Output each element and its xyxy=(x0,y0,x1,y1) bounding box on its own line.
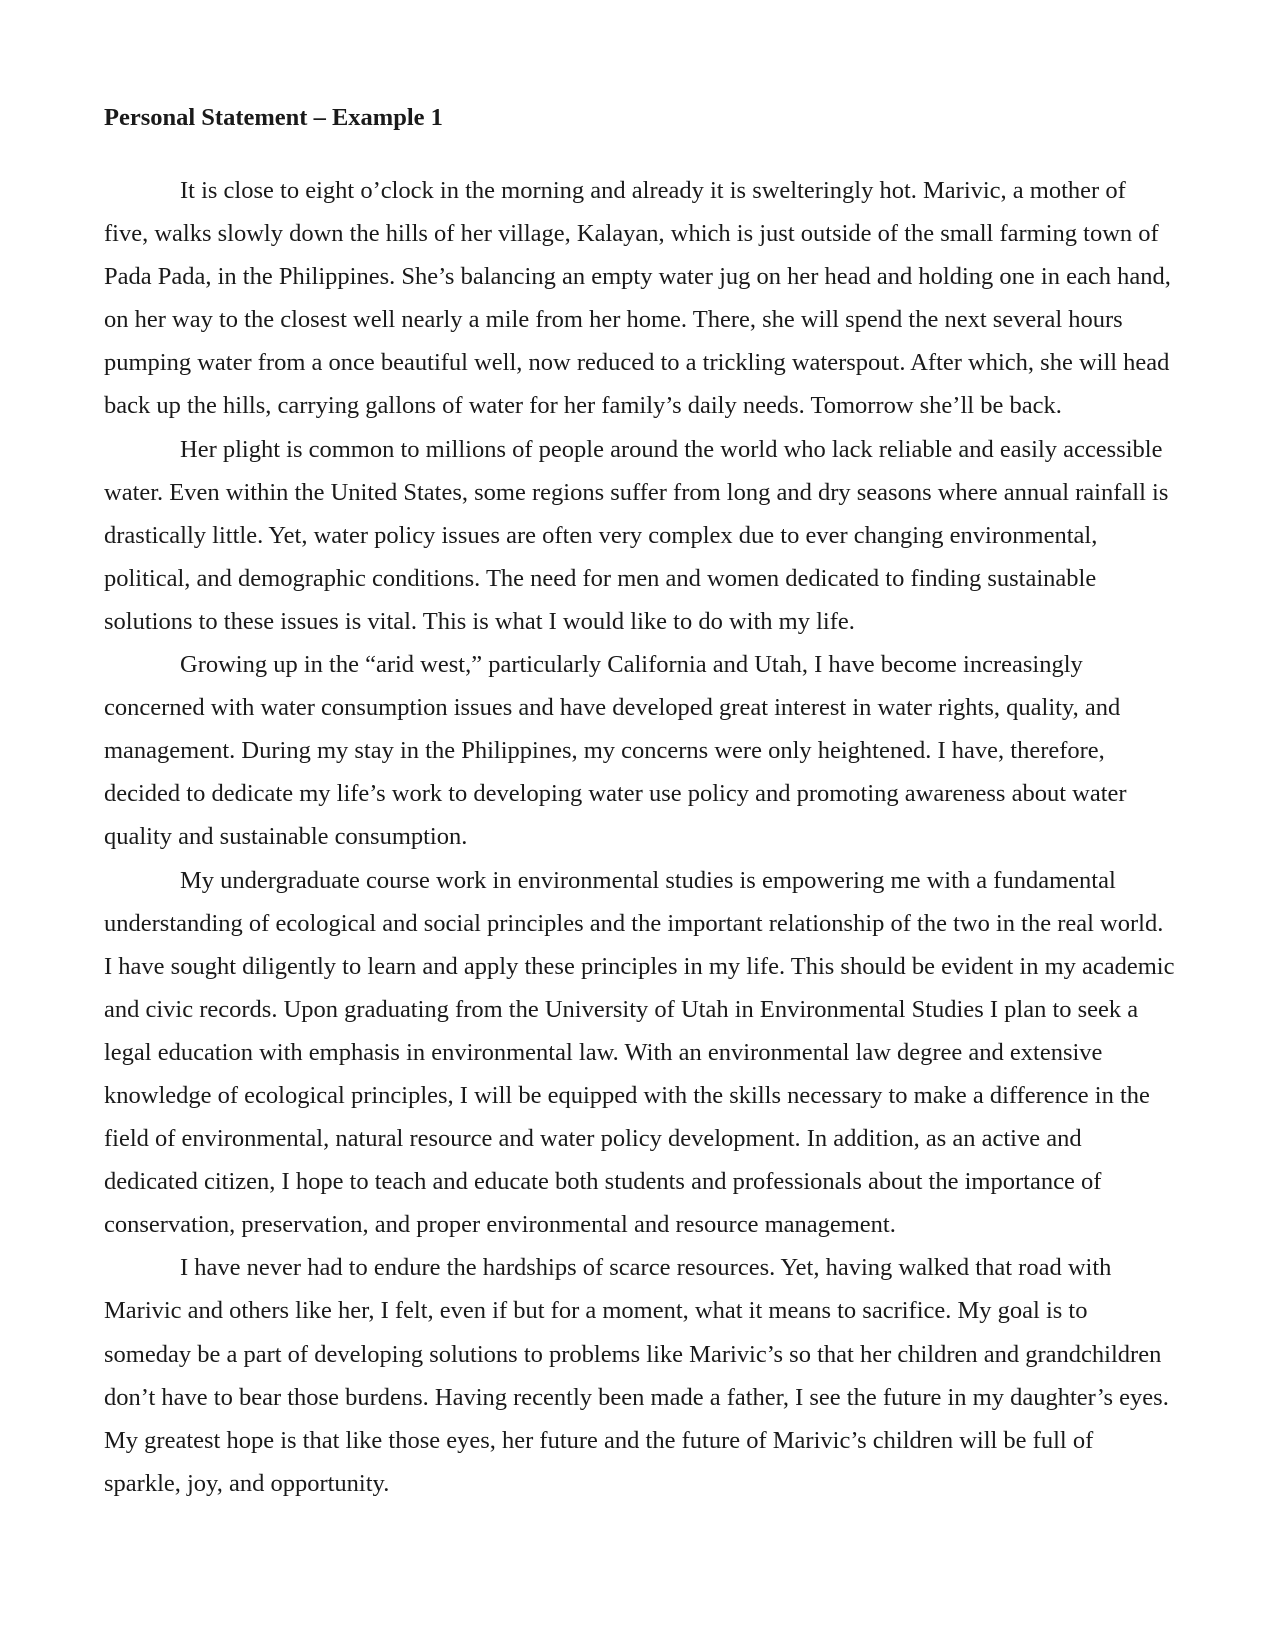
paragraph-2: Her plight is common to millions of people around the world who lack reliable and easily accessible water. Even within the United States, some regions suffer from long and dry seasons where annual rainfall is drastically little. Yet, water policy issues are often very complex due to ever changing environmental, political, and demographic conditions. The need for men and women dedicated to finding sustainable solutions to these issues is vital. This is what I would like to do with my life. xyxy=(104,435,1169,635)
document-body xyxy=(104,102,1176,1505)
paragraph-4: My undergraduate course work in environmental studies is empowering me with a fundamental understanding of ecological and social principles and the important relationship of the two in the real world. I have sought diligently to learn and apply these principles in my life. This should be evident in my academic and civic records. Upon graduating from the University of Utah in Environmental Studies I plan to seek a legal education with emphasis in environmental law. With an environmental law degree and extensive knowledge of ecological principles, I will be equipped with the skills necessary to make a difference in the field of environmental, natural resource and water policy development. In addition, as an active and dedicated citizen, I hope to teach and educate both students and professionals about the importance of conservation, preservation, and proper environmental and resource management. xyxy=(104,866,1175,1239)
paragraph-3: Growing up in the “arid west,” particularly California and Utah, I have become increasingly concerned with water consumption issues and have developed great interest in water rights, quality, and management. During my stay in the Philippines, my concerns were only heightened. I have, therefore, decided to dedicate my life’s work to developing water use policy and promoting awareness about water quality and sustainable consumption. xyxy=(104,651,1127,851)
paragraph-5: I have never had to endure the hardships of scarce resources. Yet, having walked that road with Marivic and others like her, I felt, even if but for a moment, what it means to sacrifice. My goal is to someday be a part of developing solutions to problems like Marivic’s so that her children and grandchildren don’t have to bear those burdens. Having recently been made a father, I see the future in my daughter’s eyes. My greatest hope is that like those eyes, her future and the future of Marivic’s children will be full of sparkle, joy, and opportunity. xyxy=(104,1254,1169,1497)
document-title: Personal Statement – Example 1 xyxy=(104,104,443,131)
paragraph-1: It is close to eight o’clock in the morning and already it is swelteringly hot. Marivic, a mother of five, walks slowly down the hills of her village, Kalayan, which is just outside of the small farming town of Pada Pada, in the Philippines. She’s balancing an empty water jug on her head and holding one in each hand, on her way to the closest well nearly a mile from her home. There, she will spend the next several hours pumping water from a once beautiful well, now reduced to a trickling waterspout. After which, she will head back up the hills, carrying gallons of water for her family’s daily needs. Tomorrow she’ll be back. xyxy=(104,177,1171,420)
